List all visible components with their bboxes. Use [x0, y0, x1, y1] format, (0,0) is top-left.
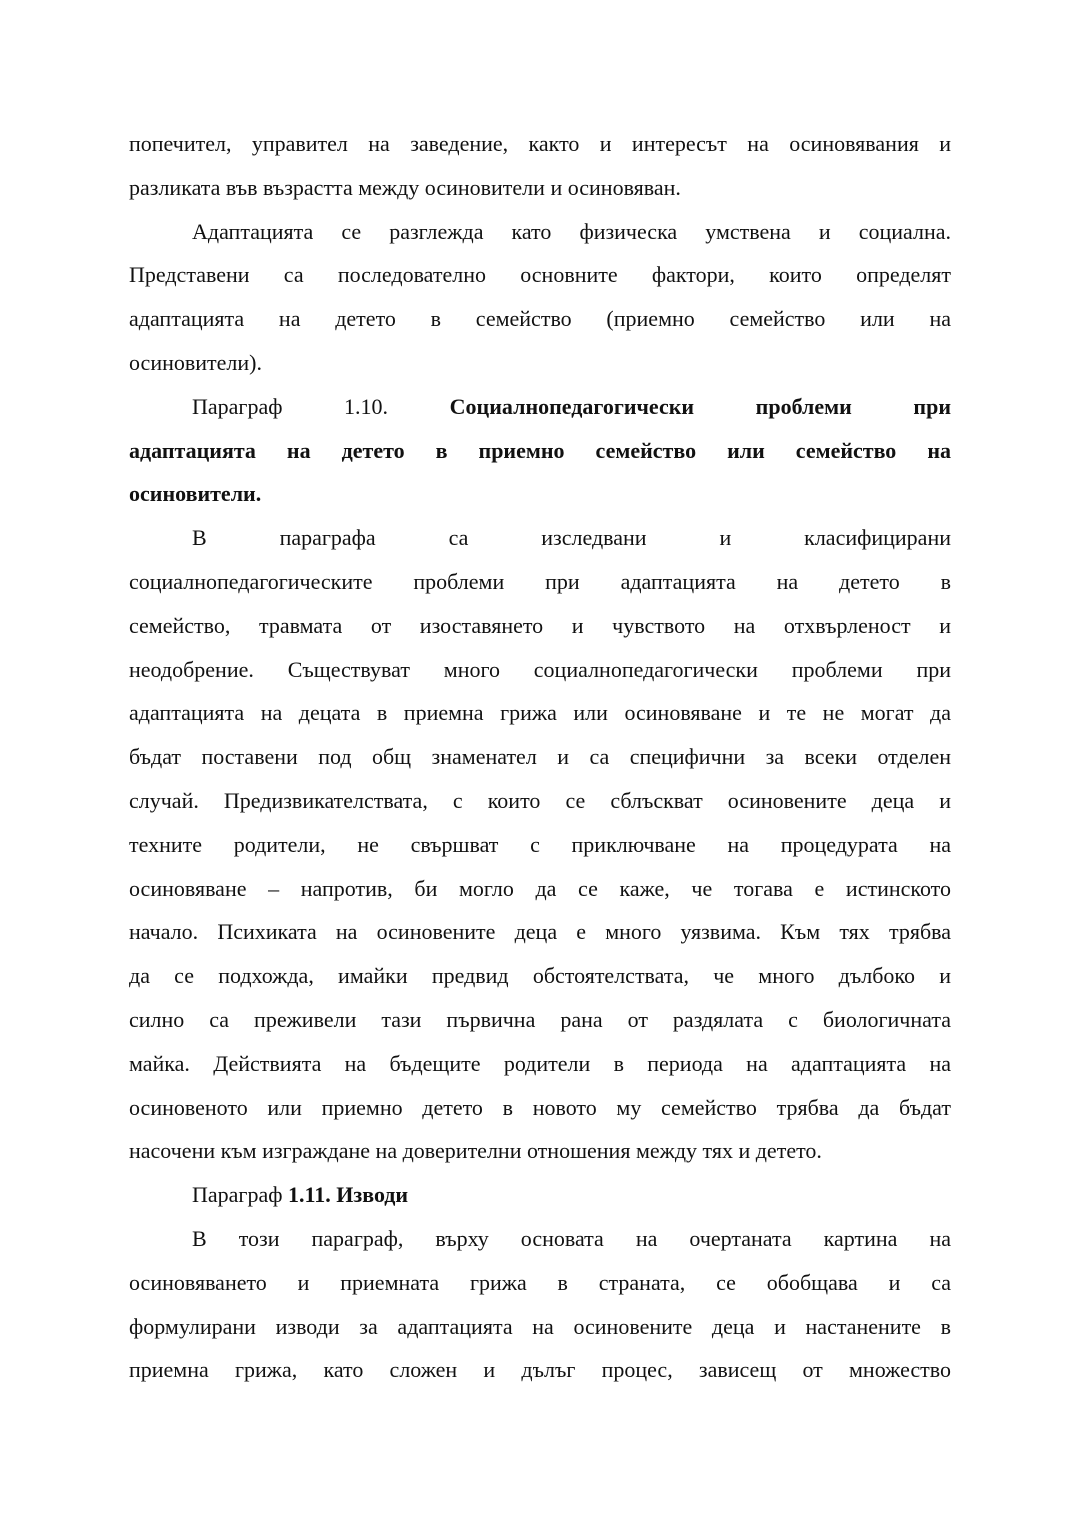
text-line: да се подхожда, имайки предвид обстоятелствата, че много дълбоко и [129, 963, 951, 989]
text-line: случай. Предизвикателствата, с които се сблъскват осиновените деца и [129, 787, 951, 813]
heading-title: Социалнопедагогически проблеми при [449, 393, 951, 419]
text-line: семейство, травмата от изоставянето и чувството на отхвърленост и [129, 612, 951, 638]
heading-line [129, 385, 951, 429]
document-page [129, 122, 951, 1392]
heading-prefix: Параграф 1.10. [192, 393, 389, 419]
text-line: В параграфа са изследвани и класифицирани [192, 525, 951, 551]
text-line: осиновяването и приемната грижа в страната, се обобщава и са [129, 1269, 951, 1295]
text-line: разликата във възрастта между осиновители и осиновяван. [129, 174, 681, 200]
text-line: адаптацията на детето в семейство (приемно семейство или на [129, 306, 951, 332]
text-line: майка. Действията на бъдещите родители в периода на адаптацията на [129, 1050, 951, 1076]
section-heading-1-11 [129, 1173, 951, 1217]
text-line: осиновяване – напротив, би могло да се каже, че тогава е истинското [129, 875, 951, 901]
paragraph-adaptation [129, 210, 951, 385]
text-line: адаптацията на децата в приемна грижа или осиновяване и те не могат да [129, 700, 951, 726]
paragraph-conclusions [129, 1217, 951, 1392]
section-heading-1-10 [129, 385, 951, 516]
text-line: бъдат поставени под общ знаменател и са специфични за всеки отделен [129, 744, 951, 770]
text-line: Представени са последователно основните фактори, които определят [129, 262, 951, 288]
text-line: попечител, управител на заведение, както и интересът на осиновявания и [129, 131, 951, 156]
text-line: социалнопедагогическите проблеми при адаптацията на детето в [129, 568, 951, 594]
text-line: формулирани изводи за адаптацията на осиновените деца и настанените в [129, 1313, 951, 1339]
text-line: осиновители). [129, 349, 262, 375]
text-line: техните родители, не свършват с приключване на процедурата на [129, 831, 951, 857]
heading-line: осиновители. [129, 481, 262, 507]
text-line: неодобрение. Съществуват много социалнопедагогически проблеми при [129, 656, 951, 682]
text-line: осиновеното или приемно детето в новото му семейство трябва да бъдат [129, 1094, 951, 1120]
text-line: начало. Психиката на осиновените деца е много уязвима. Към тях трябва [129, 919, 951, 945]
text-line: приемна грижа, като сложен и дълъг процес, зависещ от множество [129, 1357, 951, 1383]
heading-prefix: Параграф [192, 1182, 283, 1208]
text-line: В този параграф, върху основата на очертаната картина на [192, 1225, 951, 1251]
heading-line [129, 1173, 951, 1217]
paragraph-continuation [129, 122, 951, 210]
text-line: силно са преживели тази първична рана от раздялата с биологичната [129, 1006, 951, 1032]
text-line: насочени към изграждане на доверителни отношения между тях и детето. [129, 1138, 822, 1164]
paragraph-problems [129, 516, 951, 1173]
heading-title: 1.11. Изводи [287, 1182, 409, 1208]
text-line: Адаптацията се разглежда като физическа умствена и социална. [192, 218, 951, 244]
heading-line: адаптацията на детето в приемно семейство или семейство на [129, 437, 951, 463]
